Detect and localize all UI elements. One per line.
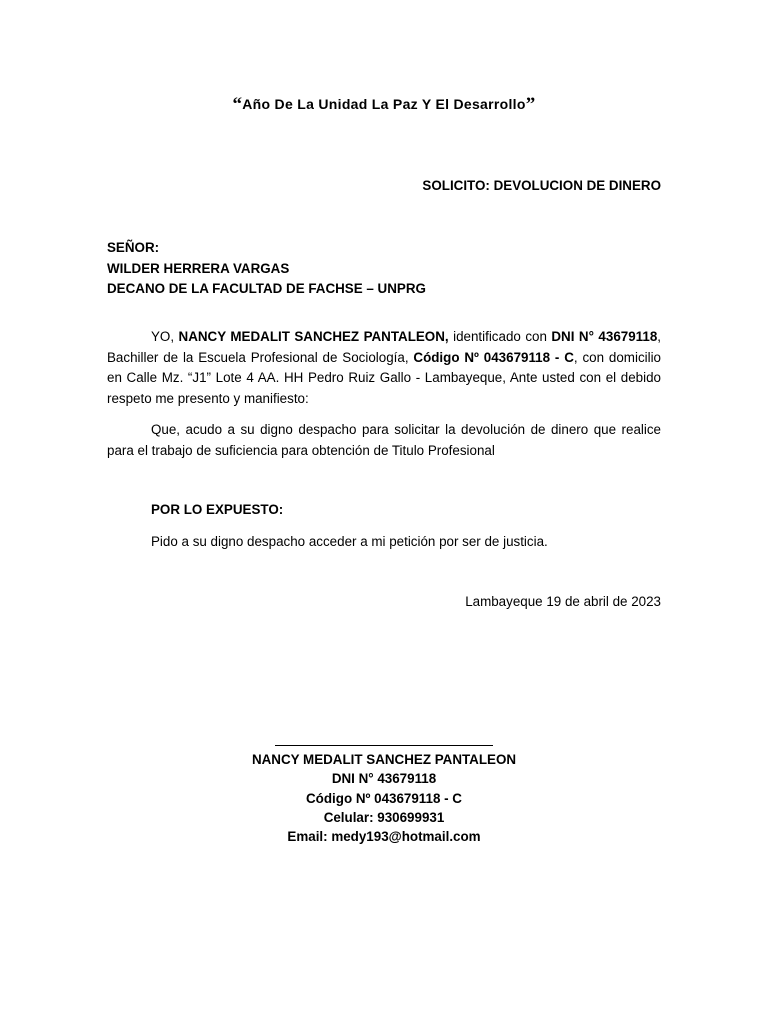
motto-text: Año De La Unidad La Paz Y El Desarrollo	[242, 96, 526, 112]
motto-close-quote: ”	[525, 94, 536, 115]
applicant-dni: DNI N° 43679118	[551, 329, 658, 344]
request-paragraph	[107, 420, 661, 461]
addressee-salutation: SEÑOR:	[107, 240, 160, 255]
request-subject: SOLICITO: DEVOLUCION DE DINERO	[422, 178, 661, 193]
intro-mid-2: , Bachiller de la Escuela Profesional de Sociología,	[107, 329, 661, 365]
intro-mid-1: identificado con	[448, 329, 552, 344]
expuesto-text: Pido a su digno despacho acceder a mi petición por ser de justicia.	[151, 534, 548, 549]
signature-email: Email: medy193@hotmail.com	[287, 829, 481, 845]
signature-code: Código Nº 043679118 - C	[306, 790, 462, 806]
expuesto-heading: POR LO EXPUESTO:	[151, 502, 284, 517]
addressee-position: DECANO DE LA FACULTAD DE FACHSE – UNPRG	[107, 281, 426, 296]
motto-open-quote: “	[232, 94, 243, 115]
signature-dni: DNI N° 43679118	[331, 771, 437, 787]
signature-phone: Celular: 930699931	[323, 809, 445, 825]
signature-block	[0, 750, 768, 846]
year-motto	[0, 94, 768, 116]
place-date: Lambayeque 19 de abril de 2023	[465, 594, 661, 609]
applicant-code: Código Nº 043679118 - C	[413, 349, 574, 365]
signature-name: NANCY MEDALIT SANCHEZ PANTALEON	[251, 752, 517, 767]
request-text: Que, acudo a su digno despacho para solicitar la devolución de dinero que realice para el trabajo de suficiencia para obtención de Titulo Profesional	[107, 422, 661, 458]
intro-end: , con domicilio en Calle Mz. “J1” Lote 4 AA. HH Pedro Ruiz Gallo - Lambayeque, Ante usted con el debido respeto me presento y manifiesto:	[107, 349, 662, 406]
intro-start: YO,	[151, 329, 179, 344]
addressee-name: WILDER HERRERA VARGAS	[107, 260, 290, 276]
applicant-name: NANCY MEDALIT SANCHEZ PANTALEON,	[178, 329, 449, 344]
addressee-block	[107, 238, 426, 300]
intro-paragraph	[107, 327, 661, 409]
signature-line	[275, 745, 493, 746]
